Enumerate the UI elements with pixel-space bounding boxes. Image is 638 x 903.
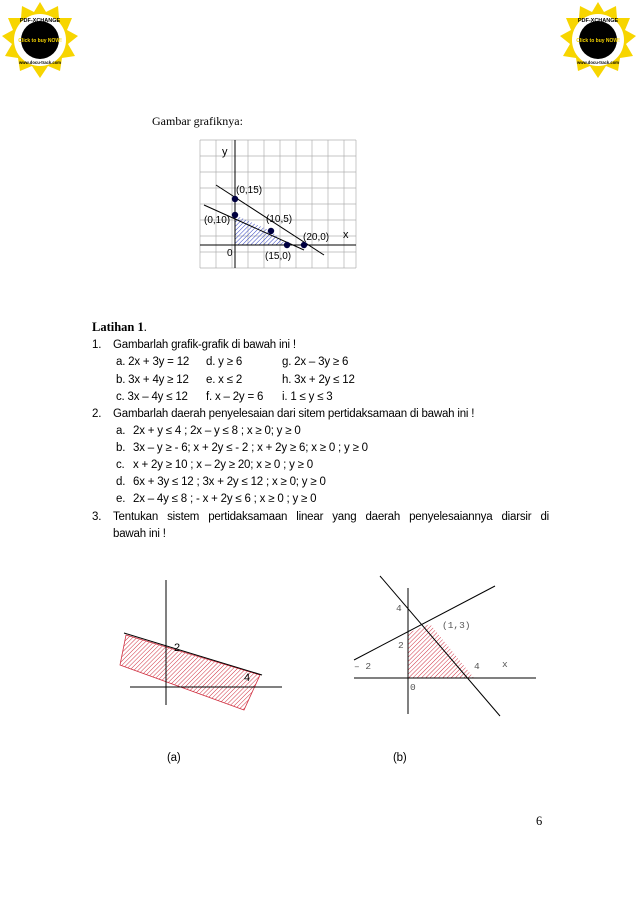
item-1f: f. x – 2y = 6	[206, 391, 264, 403]
graph-1-point-0-10	[232, 212, 238, 218]
stamp-bottom-text: www.docu-track.com	[19, 60, 61, 65]
graph-1-label-10-5: (10,5)	[266, 214, 293, 225]
exercise-title-suffix: .	[143, 320, 147, 334]
graph-1-label-15-0: (15,0)	[265, 251, 292, 262]
graph-1-point-0-15	[232, 196, 238, 202]
page-number: 6	[536, 814, 543, 828]
item-2e-label: e.	[116, 493, 126, 505]
stamp-center-text: Click to buy NOW!	[576, 38, 620, 44]
item-2a-text: 2x + y ≤ 4 ; 2x – y ≤ 8 ; x ≥ 0; y ≥ 0	[133, 425, 301, 437]
figure-caption: Gambar grafiknya:	[152, 114, 243, 128]
graph-b-label-x4: 4	[474, 661, 480, 672]
item-1g: g. 2x – 3y ≥ 6	[282, 356, 349, 368]
item-1-text: Gambarlah grafik-grafik di bawah ini !	[113, 339, 296, 351]
item-2-text: Gambarlah daerah penyelesaian dari sitem pertidaksamaan di bawah ini !	[113, 408, 475, 420]
graph-b-label-neg2: – 2	[354, 661, 372, 672]
item-1c: c. 3x – 4y ≤ 12	[116, 391, 188, 403]
graph-1-label-0-15: (0,15)	[236, 185, 263, 196]
item-1i: i. 1 ≤ y ≤ 3	[282, 391, 333, 403]
graph-b-label-x: x	[502, 659, 508, 670]
item-2a-label: a.	[116, 425, 126, 437]
stamp-center-text: Click to buy NOW!	[18, 38, 62, 44]
graph-b-label-4: 4	[396, 603, 402, 614]
item-3-text-line2: bawah ini !	[113, 528, 166, 540]
item-2d-text: 6x + 3y ≤ 12 ; 3x + 2y ≤ 12 ; x ≥ 0; y ≥ 0	[133, 476, 326, 488]
item-3-text-line1: Tentukan sistem pertidaksamaan linear yang daerah penyelesaiannya diarsir di	[113, 511, 549, 523]
graph-a-shaded-region	[120, 635, 260, 710]
graph-1-y-label: y	[222, 146, 228, 158]
exercise-title	[92, 320, 147, 335]
item-2b-label: b.	[116, 442, 126, 454]
graph-b-label-point: (1,3)	[442, 620, 471, 631]
item-1b: b. 3x + 4y ≥ 12	[116, 374, 189, 386]
item-1-number: 1.	[92, 339, 102, 351]
graph-b	[340, 568, 540, 718]
graph-1	[196, 138, 360, 272]
stamp-top-text: PDF-XCHANGE	[577, 18, 619, 24]
item-1a: a. 2x + 3y = 12	[116, 356, 190, 368]
graph-a	[110, 575, 290, 725]
item-2-number: 2.	[92, 408, 102, 420]
item-3-number: 3.	[92, 511, 102, 523]
item-2c-label: c.	[116, 459, 125, 471]
stamp-bottom-text: www.docu-track.com	[577, 60, 619, 65]
graph-1-label-20-0: (20,0)	[303, 232, 330, 243]
graph-b-shaded-region	[408, 624, 474, 678]
item-2c-text: x + 2y ≥ 10 ; x – 2y ≥ 20; x ≥ 0 ; y ≥ 0	[133, 459, 313, 471]
graph-b-label-0: 0	[410, 682, 416, 693]
graph-1-point-15-0	[284, 242, 290, 248]
pdf-xchange-stamp-right[interactable]	[560, 2, 636, 78]
item-1d: d. y ≥ 6	[206, 356, 243, 368]
graph-1-label-0-10: (0,10)	[204, 215, 231, 226]
graph-b-caption: (b)	[393, 752, 407, 764]
graph-1-x-label: x	[343, 229, 349, 241]
graph-a-label-4: 4	[244, 672, 251, 684]
graph-1-grid	[200, 140, 356, 268]
graph-1-point-10-5	[268, 228, 274, 234]
item-1h: h. 3x + 2y ≤ 12	[282, 374, 355, 386]
graph-b-label-2: 2	[398, 640, 404, 651]
item-2e-text: 2x – 4y ≤ 8 ; - x + 2y ≤ 6 ; x ≥ 0 ; y ≥ 0	[133, 493, 317, 505]
graph-a-caption: (a)	[167, 752, 181, 764]
item-1e: e. x ≤ 2	[206, 374, 243, 386]
graph-1-origin-label: 0	[227, 248, 233, 259]
pdf-xchange-stamp-left[interactable]	[2, 2, 78, 78]
exercise-title-text: Latihan 1	[92, 320, 144, 334]
item-2b-text: 3x – y ≥ - 6; x + 2y ≤ - 2 ; x + 2y ≥ 6; x ≥ 0 ; y ≥ 0	[133, 442, 368, 454]
stamp-top-text: PDF-XCHANGE	[19, 18, 61, 24]
item-2d-label: d.	[116, 476, 126, 488]
graph-a-label-2: 2	[174, 642, 181, 654]
